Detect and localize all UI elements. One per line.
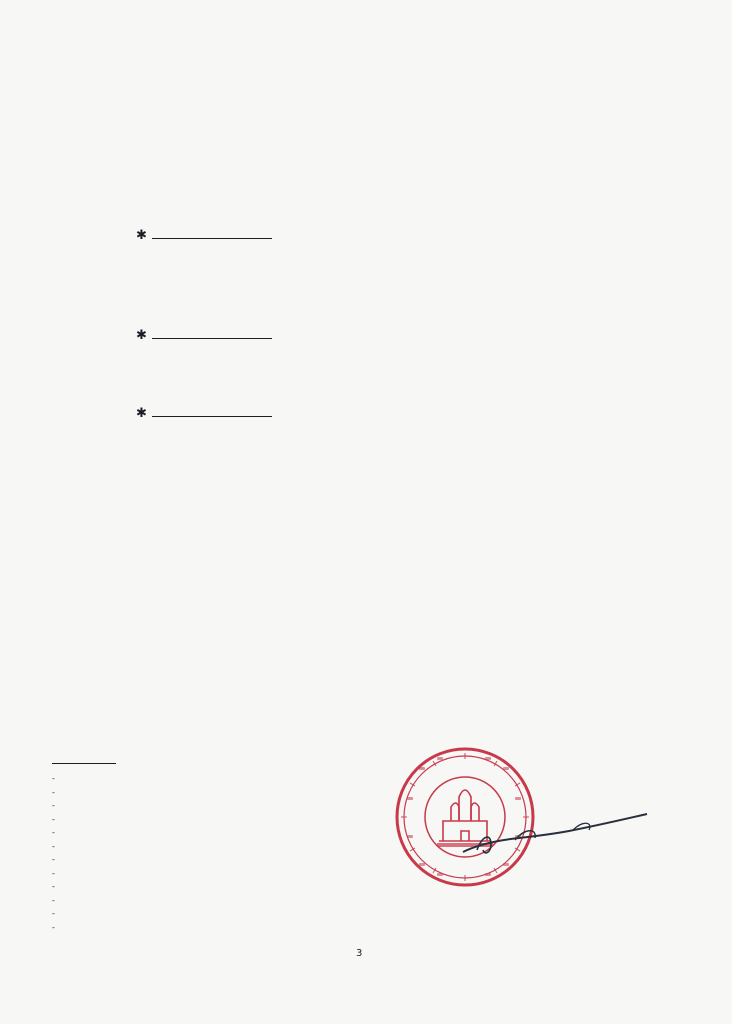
ministry-list-item (398, 107, 698, 130)
section-body (88, 422, 694, 488)
recipient-item (52, 921, 292, 935)
ministry-list-item (398, 61, 698, 84)
recipient-item (52, 772, 292, 786)
intro-paragraph (88, 150, 694, 216)
recipients-list (52, 772, 292, 934)
recipient-item (52, 894, 292, 908)
page-number: 3 (356, 948, 363, 959)
recipient-item (52, 867, 292, 881)
recipient-item (52, 907, 292, 921)
recipient-item (52, 799, 292, 813)
ministry-list-item (88, 84, 388, 107)
closing-paragraph (88, 576, 694, 642)
ministry-list-item (88, 107, 388, 130)
ministry-list-item (88, 38, 388, 61)
recipient-item (52, 786, 292, 800)
signature-icon (455, 800, 655, 870)
section-body-extra (88, 500, 694, 566)
section-heading-text (152, 398, 272, 417)
section-heading-text (152, 320, 272, 339)
recipient-item (52, 840, 292, 854)
ministry-list-left (88, 38, 388, 130)
section-heading-text (152, 220, 272, 239)
section-heading (136, 320, 676, 346)
section-body (88, 243, 694, 309)
recipient-item (52, 853, 292, 867)
recipients-title (52, 747, 116, 764)
section-heading (136, 398, 676, 424)
ministry-list-right (398, 38, 698, 130)
recipients-block (52, 747, 292, 934)
recipient-item (52, 813, 292, 827)
ministry-list-item (398, 38, 698, 61)
ministry-list-item (88, 61, 388, 84)
section-body (88, 344, 694, 388)
star-bullet-icon: ✱ (136, 228, 147, 243)
recipient-item (52, 826, 292, 840)
star-bullet-icon: ✱ (136, 406, 147, 421)
star-bullet-icon: ✱ (136, 328, 147, 343)
ministry-list-item (398, 84, 698, 107)
recipient-item (52, 880, 292, 894)
